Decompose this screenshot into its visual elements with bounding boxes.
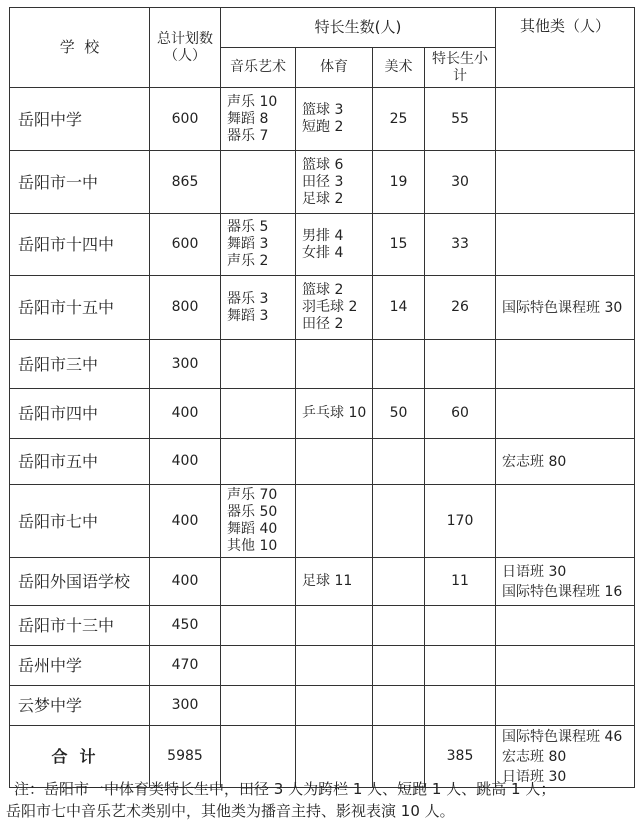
plan-cell: 400 <box>150 389 221 439</box>
other-item: 宏志班 80 <box>502 453 567 470</box>
music-item: 舞蹈 3 <box>227 236 269 252</box>
sports-item: 篮球 6 <box>302 156 344 173</box>
music-cell <box>221 558 296 606</box>
music-item: 其他 10 <box>227 538 278 554</box>
music-cell <box>221 485 296 558</box>
sports-item: 田径 2 <box>302 316 344 332</box>
subtotal-cell: 26 <box>425 276 496 340</box>
music-cell <box>221 439 296 485</box>
music-item: 声乐 10 <box>227 93 278 110</box>
subtotal-cell: 55 <box>425 88 496 151</box>
subtotal-cell: 33 <box>425 214 496 276</box>
sports-item: 篮球 3 <box>302 102 344 118</box>
other-cell <box>496 88 635 151</box>
music-item: 器乐 5 <box>227 219 269 235</box>
other-cell <box>496 151 635 214</box>
sports-cell <box>296 276 373 340</box>
subtotal-cell <box>425 686 496 726</box>
other-item: 日语班 30 <box>502 563 567 580</box>
school-name-cell: 岳阳市七中 <box>10 485 150 558</box>
admission-table <box>9 7 635 788</box>
art-cell <box>373 686 425 726</box>
total-other-item: 宏志班 80 <box>502 748 567 765</box>
sports-cell <box>296 686 373 726</box>
plan-cell: 865 <box>150 151 221 214</box>
school-name-cell: 岳阳市三中 <box>10 340 150 389</box>
music-item: 器乐 3 <box>227 290 269 307</box>
school-name-cell: 岳阳中学 <box>10 88 150 151</box>
plan-cell: 400 <box>150 558 221 606</box>
art-cell: 25 <box>373 88 425 151</box>
footnote-line1: 注：岳阳市一中体育类特长生中，田径 3 人为跨栏 1 人、短跑 1 人、跳高 1 人； <box>14 780 556 798</box>
sports-cell <box>296 485 373 558</box>
plan-cell: 450 <box>150 606 221 646</box>
header-plan-line2: （人） <box>164 47 206 64</box>
sports-item: 田径 3 <box>302 173 344 190</box>
table-row <box>10 389 635 439</box>
header-art: 美术 <box>373 48 425 88</box>
table-row <box>10 485 635 558</box>
header-plan-line1: 总计划数 <box>157 30 213 47</box>
footnote <box>6 778 634 822</box>
plan-cell: 600 <box>150 214 221 276</box>
art-cell <box>373 340 425 389</box>
table-row <box>10 439 635 485</box>
art-cell: 50 <box>373 389 425 439</box>
plan-cell: 470 <box>150 646 221 686</box>
total-other-item: 国际特色课程班 46 <box>502 728 623 745</box>
table-row <box>10 151 635 214</box>
table-row <box>10 88 635 151</box>
sports-item: 乒乓球 10 <box>302 405 367 421</box>
other-cell <box>496 686 635 726</box>
sports-item: 足球 11 <box>302 573 353 589</box>
music-item: 声乐 70 <box>227 487 278 503</box>
subtotal-cell: 60 <box>425 389 496 439</box>
header-sports: 体育 <box>296 48 373 88</box>
sports-cell <box>296 151 373 214</box>
header-other: 其他类（人） <box>496 8 635 88</box>
sports-item: 女排 4 <box>302 244 344 261</box>
sports-item: 篮球 2 <box>302 282 344 298</box>
music-cell <box>221 389 296 439</box>
plan-cell: 400 <box>150 485 221 558</box>
sports-cell <box>296 439 373 485</box>
header-subtotal-line1: 特长生小 <box>432 50 489 67</box>
art-cell <box>373 485 425 558</box>
plan-cell: 300 <box>150 340 221 389</box>
other-item: 国际特色课程班 16 <box>502 583 623 600</box>
school-name-cell: 岳阳市十五中 <box>10 276 150 340</box>
school-name-cell: 云梦中学 <box>10 686 150 726</box>
plan-cell: 300 <box>150 686 221 726</box>
table-row <box>10 646 635 686</box>
subtotal-cell <box>425 646 496 686</box>
music-item: 舞蹈 8 <box>227 110 269 127</box>
subtotal-cell: 170 <box>425 485 496 558</box>
subtotal-cell <box>425 439 496 485</box>
other-item: 国际特色课程班 30 <box>502 299 623 316</box>
table-row <box>10 276 635 340</box>
other-cell <box>496 389 635 439</box>
sports-item: 男排 4 <box>302 227 344 244</box>
plan-cell: 400 <box>150 439 221 485</box>
school-name-cell: 岳阳外国语学校 <box>10 558 150 606</box>
music-item: 舞蹈 3 <box>227 307 269 324</box>
music-cell <box>221 340 296 389</box>
art-cell <box>373 606 425 646</box>
total-label-cell: 合计 <box>10 726 150 788</box>
art-cell: 19 <box>373 151 425 214</box>
sports-item: 羽毛球 2 <box>302 299 358 315</box>
music-cell <box>221 276 296 340</box>
music-cell <box>221 151 296 214</box>
music-item: 声乐 2 <box>227 253 269 269</box>
art-cell <box>373 558 425 606</box>
music-cell <box>221 686 296 726</box>
other-cell <box>496 485 635 558</box>
other-cell <box>496 276 635 340</box>
table-body <box>10 88 635 788</box>
subtotal-cell: 30 <box>425 151 496 214</box>
header-specialty: 特长生数(人) <box>221 8 496 48</box>
header-plan <box>150 8 221 88</box>
art-cell: 15 <box>373 214 425 276</box>
sports-cell <box>296 558 373 606</box>
other-cell <box>496 439 635 485</box>
sports-cell <box>296 646 373 686</box>
subtotal-cell: 11 <box>425 558 496 606</box>
school-name-cell: 岳阳市四中 <box>10 389 150 439</box>
school-name-cell: 岳州中学 <box>10 646 150 686</box>
sports-cell <box>296 214 373 276</box>
music-cell <box>221 606 296 646</box>
music-cell <box>221 646 296 686</box>
header-music: 音乐艺术 <box>221 48 296 88</box>
subtotal-cell <box>425 340 496 389</box>
music-item: 器乐 7 <box>227 127 269 144</box>
other-cell <box>496 340 635 389</box>
other-cell <box>496 606 635 646</box>
table-row <box>10 214 635 276</box>
other-cell <box>496 558 635 606</box>
sports-item: 短跑 2 <box>302 119 344 135</box>
subtotal-cell <box>425 606 496 646</box>
total-plan-cell: 5985 <box>150 726 221 788</box>
other-cell <box>496 214 635 276</box>
other-cell <box>496 646 635 686</box>
music-item: 舞蹈 40 <box>227 521 278 537</box>
art-cell <box>373 439 425 485</box>
sports-item: 足球 2 <box>302 190 344 207</box>
school-name-cell: 岳阳市十四中 <box>10 214 150 276</box>
music-item: 器乐 50 <box>227 504 278 520</box>
sports-cell <box>296 389 373 439</box>
sports-cell <box>296 340 373 389</box>
table-row <box>10 558 635 606</box>
total-other-item: 日语班 30 <box>502 768 567 785</box>
table-row <box>10 340 635 389</box>
plan-cell: 600 <box>150 88 221 151</box>
art-cell <box>373 646 425 686</box>
header-subtotal <box>425 48 496 88</box>
total-subtotal-cell: 385 <box>425 726 496 788</box>
music-cell <box>221 88 296 151</box>
table-row <box>10 686 635 726</box>
school-name-cell: 岳阳市五中 <box>10 439 150 485</box>
sports-cell <box>296 606 373 646</box>
school-name-cell: 岳阳市一中 <box>10 151 150 214</box>
school-name-cell: 岳阳市十三中 <box>10 606 150 646</box>
music-cell <box>221 214 296 276</box>
art-cell: 14 <box>373 276 425 340</box>
footnote-line2: 岳阳市七中音乐艺术类别中，其他类为播音主持、影视表演 10 人。 <box>6 802 455 820</box>
header-school: 学 校 <box>10 8 150 88</box>
header-subtotal-line2: 计 <box>453 67 468 84</box>
plan-cell: 800 <box>150 276 221 340</box>
table-row <box>10 606 635 646</box>
sports-cell <box>296 88 373 151</box>
